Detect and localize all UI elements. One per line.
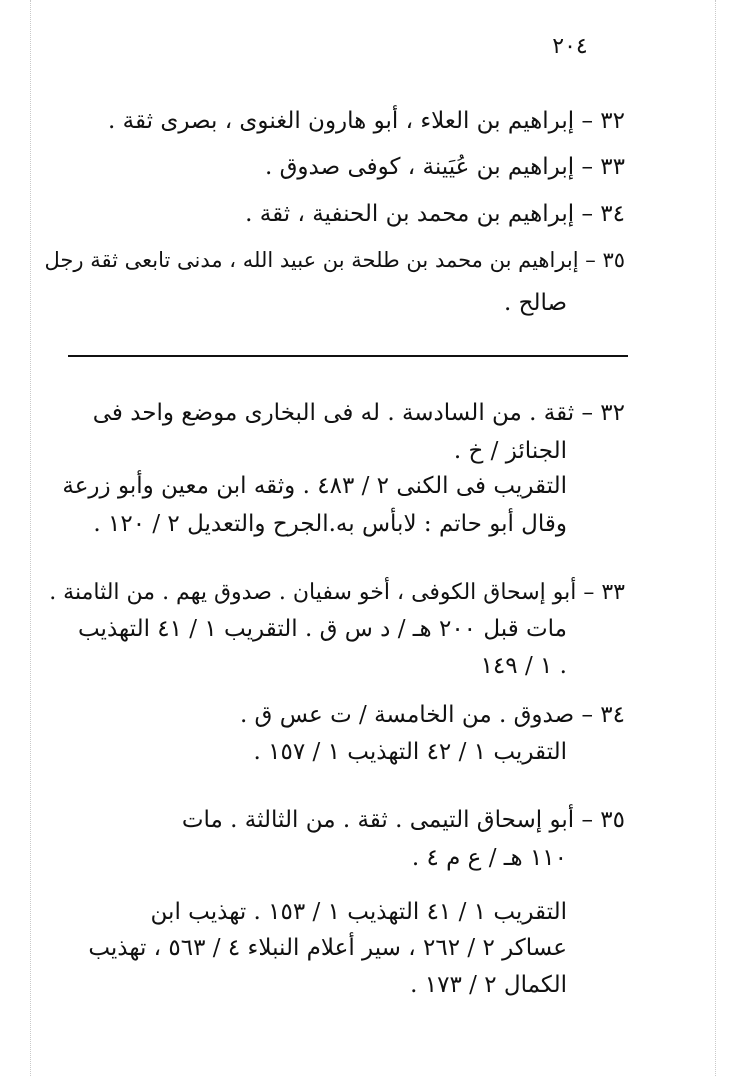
footnote-32-line-2: الجنائز / خ . xyxy=(453,438,567,464)
footnote-32-line-3: التقريب فى الكنى ٢ / ٤٨٣ . وثقه ابن معين وأبو زرعة xyxy=(62,473,567,499)
footnote-34-line-2: التقريب ١ / ٤٢ التهذيب ١ / ١٥٧ . xyxy=(253,739,567,765)
footnote-35-line-4: عساكر ٢ / ٢٦٢ ، سير أعلام النبلاء ٤ / ٥٦٣ ، تهذيب xyxy=(88,935,567,961)
entry-32: ٣٢ – إبراهيم بن العلاء ، أبو هارون الغنوى ، بصرى ثقة . xyxy=(108,108,625,134)
footnote-35-line-1: ٣٥ – أبو إسحاق التيمى . ثقة . من الثالثة . مات xyxy=(181,807,625,833)
scan-artifact-line xyxy=(30,0,31,1076)
footnote-33-line-1: ٣٣ – أبو إسحاق الكوفى ، أخو سفيان . صدوق يهم . من الثامنة . xyxy=(49,580,625,605)
footnote-separator xyxy=(68,355,628,357)
entry-34: ٣٤ – إبراهيم بن محمد بن الحنفية ، ثقة . xyxy=(245,201,625,227)
footnote-35-line-2: ١١٠ هـ / ع م ٤ . xyxy=(411,845,567,871)
footnote-35-line-5: الكمال ٢ / ١٧٣ . xyxy=(410,972,567,998)
entry-33: ٣٣ – إبراهيم بن عُيَينة ، كوفى صدوق . xyxy=(264,154,625,180)
footnote-34-line-1: ٣٤ – صدوق . من الخامسة / ت عس ق . xyxy=(239,702,625,728)
footnote-33-line-2: مات قبل ٢٠٠ هـ / د س ق . التقريب ١ / ٤١ التهذيب xyxy=(77,616,567,642)
footnote-35-line-3: التقريب ١ / ٤١ التهذيب ١ / ١٥٣ . تهذيب ابن xyxy=(150,899,567,925)
footnote-32-line-1: ٣٢ – ثقة . من السادسة . له فى البخارى موضع واحد فى xyxy=(92,400,625,426)
entry-35-continuation: صالح . xyxy=(503,290,567,316)
footnote-32-line-4: وقال أبو حاتم : لابأس به.الجرح والتعديل ٢ / ١٢٠ . xyxy=(93,511,567,537)
page-number: ٢٠٤ xyxy=(552,34,588,59)
entry-35: ٣٥ – إبراهيم بن محمد بن طلحة بن عبيد الله ، مدنى تابعى ثقة رجل xyxy=(44,248,625,272)
footnote-33-line-3: ١ / ١٤٩ . xyxy=(480,653,567,679)
scan-artifact-line xyxy=(715,0,716,1076)
